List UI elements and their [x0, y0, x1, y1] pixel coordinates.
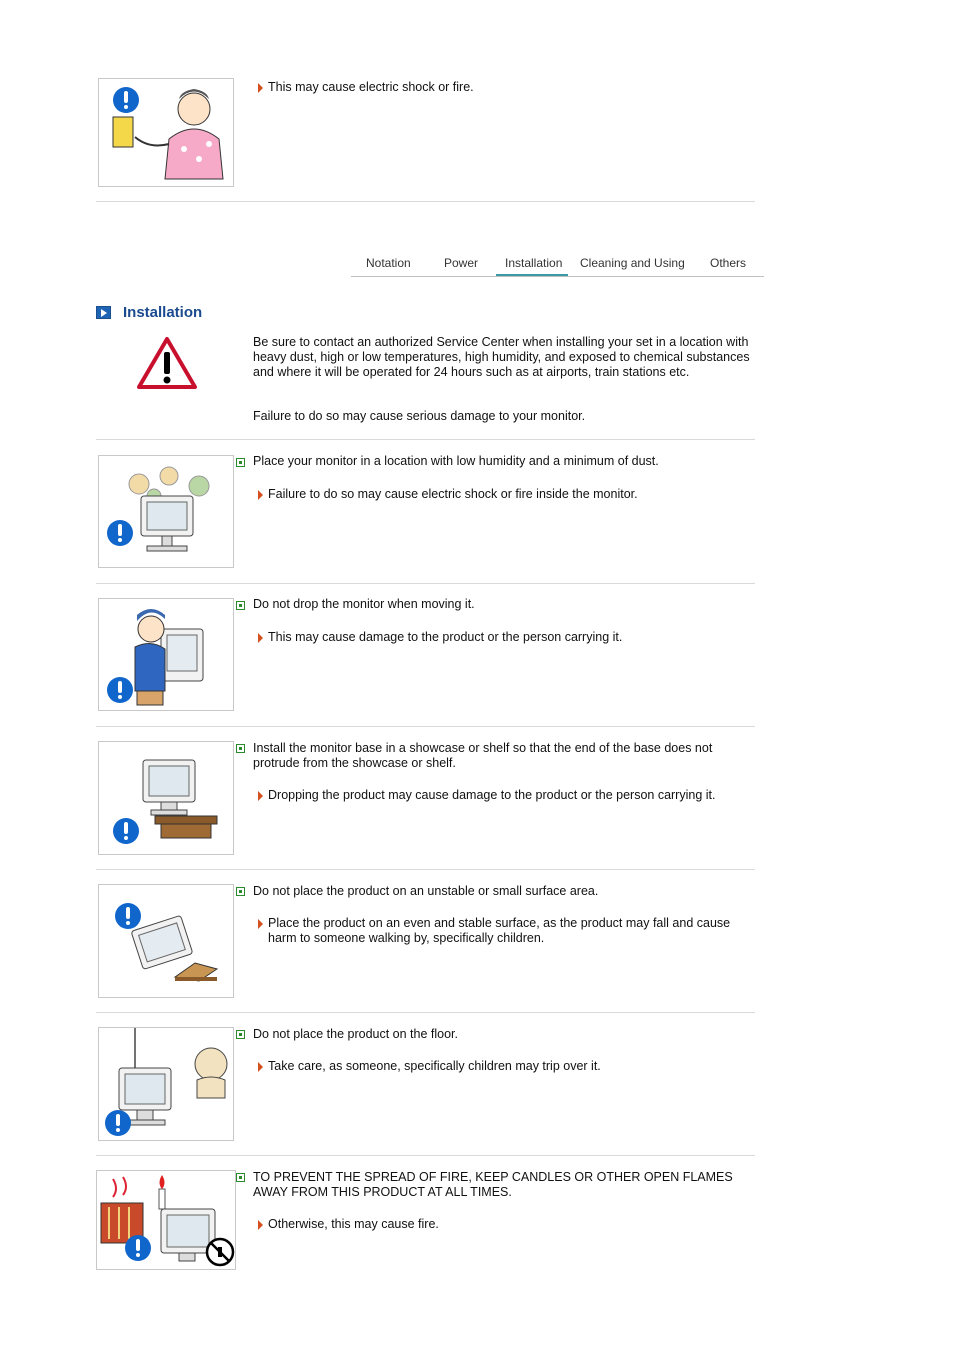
tab-cleaning-and-using[interactable]: Cleaning and Using	[580, 256, 685, 270]
illustration-dust-monitor	[98, 455, 234, 568]
warning-icon	[107, 520, 133, 546]
item-main: TO PREVENT THE SPREAD OF FIRE, KEEP CANDLES OR OTHER OPEN FLAMES AWAY FROM THIS PRODUCT AT ALL TIMES.	[253, 1170, 733, 1199]
warning-icon	[113, 818, 139, 844]
item-main: Install the monitor base in a showcase or shelf so that the end of the base does not protrude from the showcase or shelf.	[253, 741, 713, 770]
tab-notation[interactable]: Notation	[366, 256, 411, 270]
divider	[96, 1012, 755, 1013]
section-play-icon	[96, 306, 111, 319]
arrow-bullet-icon	[258, 1062, 263, 1072]
warning-icon	[113, 87, 139, 113]
section-title: Installation	[123, 304, 203, 321]
section-intro: Be sure to contact an authorized Service Center when installing your set in a location with heavy dust, high or low temperatures, high humidity, and exposed to chemical substances and where it will be operated for 24 hours such as at airports, train stations etc.	[253, 335, 750, 379]
item-detail: Place the product on an even and stable surface, as the product may fall and cause harm to someone walking by, specifically children.	[268, 916, 731, 945]
illustration-unstable-surface	[98, 884, 234, 998]
arrow-bullet-icon	[258, 83, 263, 93]
warning-icon	[125, 1235, 151, 1261]
divider	[96, 1155, 755, 1156]
tab-power[interactable]: Power	[444, 256, 479, 270]
item-detail: Take care, as someone, specifically children may trip over it.	[268, 1059, 601, 1073]
item-detail: This may cause damage to the product or the person carrying it.	[268, 630, 623, 644]
divider	[96, 583, 755, 584]
item-detail: Failure to do so may cause electric shock or fire inside the monitor.	[268, 487, 638, 501]
tab-installation[interactable]: Installation	[505, 256, 563, 270]
illustration-carry-monitor	[98, 598, 234, 711]
caution-triangle-icon	[136, 336, 198, 390]
arrow-bullet-icon	[258, 490, 263, 500]
square-bullet-icon	[236, 458, 245, 467]
warning-icon	[107, 677, 133, 703]
warning-icon	[115, 903, 141, 929]
square-bullet-icon	[236, 744, 245, 753]
prohibited-icon	[205, 1237, 235, 1267]
illustration-candle-fire	[96, 1170, 236, 1270]
divider	[96, 201, 755, 202]
arrow-bullet-icon	[258, 919, 263, 929]
active-tab-indicator	[496, 274, 568, 276]
item-detail: Otherwise, this may cause fire.	[268, 1217, 439, 1231]
illustration-shelf-monitor	[98, 741, 234, 855]
item-main: Do not place the product on the floor.	[253, 1027, 458, 1041]
illustration-plug-woman	[98, 78, 234, 187]
item-main: Do not drop the monitor when moving it.	[253, 597, 475, 611]
item-main: Place your monitor in a location with low humidity and a minimum of dust.	[253, 454, 659, 468]
item-detail: Dropping the product may cause damage to the product or the person carrying it.	[268, 788, 716, 802]
square-bullet-icon	[236, 887, 245, 896]
section-intro-note: Failure to do so may cause serious damage to your monitor.	[253, 409, 586, 423]
square-bullet-icon	[236, 601, 245, 610]
divider	[96, 726, 755, 727]
arrow-bullet-icon	[258, 1220, 263, 1230]
square-bullet-icon	[236, 1173, 245, 1182]
item-main: Do not place the product on an unstable or small surface area.	[253, 884, 599, 898]
top-item-detail: This may cause electric shock or fire.	[268, 80, 474, 94]
arrow-bullet-icon	[258, 791, 263, 801]
tab-others[interactable]: Others	[710, 256, 747, 270]
illustration-floor-monitor	[98, 1027, 234, 1141]
square-bullet-icon	[236, 1030, 245, 1039]
warning-icon	[105, 1110, 131, 1136]
arrow-bullet-icon	[258, 633, 263, 643]
divider	[96, 869, 755, 870]
divider	[96, 439, 755, 440]
